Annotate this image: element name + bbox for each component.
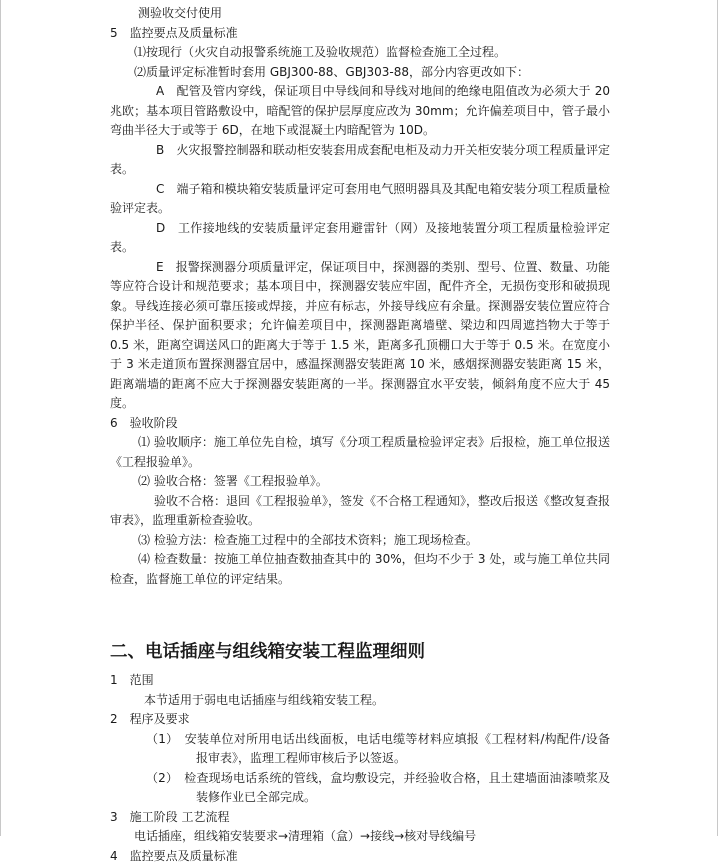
ch2-process-flow: 电话插座，组线箱安装要求→清理箱（盒）→接线→核对导线编号 — [110, 827, 610, 847]
section-6-items — [110, 433, 610, 589]
ch2-monitor-heading: 4 监控要点及质量标准 — [110, 847, 610, 866]
acceptance-item: ⑴ 验收顺序：施工单位先自检，填写《分项工程质量检验评定表》后报检，施工单位报送《工程报验单》。 — [110, 433, 610, 472]
section-6-heading: 6 验收阶段 — [110, 414, 610, 434]
acceptance-item: ⑶ 检验方法：检查施工过程中的全部技术资料；施工现场检查。 — [110, 531, 610, 551]
ch2-procedure-heading: 2 程序及要求 — [110, 710, 610, 730]
top-lines — [110, 4, 610, 82]
page-border-left — [0, 0, 1, 836]
text-line: 5 监控要点及质量标准 — [110, 24, 610, 44]
quality-paragraph: E 报警探测器分项质量评定，保证项目中，探测器的类别、型号、位置、数量、功能等应符合设计和规范要求；基本项目中，探测器安装应牢固，配件齐全，无损伤变形和破损现象。导线连接必须可靠压接或焊接，并应有标志，外接导线应有余量。探测器安装位置应符合保护半径、保护面积要求；允许偏差项目中，探测器距离墙壁、梁边和四周遮挡物大于等于 0.5 米，距离空调送风口的距离大于等于 1.5 米，距离多孔顶棚口大于等于 0.5 米。在宽度小于 3 米走道顶布置探测器宜居中，感温探测器安装距离 10 米，感烟探测器安装距离 15 米，距离端墙的距离不应大于探测器安装距离的一半。探测器宜水平安装，倾斜角度不应大于 45 度。 — [110, 258, 610, 414]
ch2-scope-heading: 1 范围 — [110, 671, 610, 691]
quality-paragraph: D 工作接地线的安装质量评定套用避雷针（网）及接地装置分项工程质量检验评定表。 — [110, 219, 610, 258]
acceptance-item: ⑷ 检查数量：按施工单位抽查数抽查其中的 30%，但均不少于 3 处，或与施工单位共同检查，监督施工单位的评定结果。 — [110, 550, 610, 589]
document-page — [110, 4, 610, 866]
acceptance-item: 验收不合格：退回《工程报验单》，签发《不合格工程通知》，整改后报送《整改复查报审表》，监理重新检查验收。 — [110, 492, 610, 531]
ch2-procedure-items — [110, 730, 610, 808]
quality-standard-paragraphs — [110, 82, 610, 414]
text-line: 测验收交付使用 — [110, 4, 610, 24]
text-line: ⑴按现行（火灾自动报警系统施工及验收规范）监督检查施工全过程。 — [110, 43, 610, 63]
ch2-scope-text: 本节适用于弱电电话插座与组线箱安装工程。 — [110, 691, 610, 711]
chapter-2-title: 二、电话插座与组线箱安装工程监理细则 — [110, 639, 610, 665]
quality-paragraph: A 配管及管内穿线，保证项目中导线间和导线对地间的绝缘电阻值改为必须大于 20兆欧；基本项目管路敷设中，暗配管的保护层厚度应改为 30mm；允许偏差项目中，管子最小弯曲半径大于或等于 6D，在地下或混凝土内暗配管为 10D。 — [110, 82, 610, 141]
acceptance-item: ⑵ 验收合格：签署《工程报验单》。 — [110, 472, 610, 492]
ch2-construction-heading: 3 施工阶段 工艺流程 — [110, 808, 610, 828]
procedure-item: （1） 安装单位对所用电话出线面板，电话电缆等材料应填报《工程材料/构配件/设备报审表》，监理工程师审核后予以签返。 — [110, 730, 610, 769]
quality-paragraph: B 火灾报警控制器和联动柜安装套用成套配电柜及动力开关柜安装分项工程质量评定表。 — [110, 141, 610, 180]
text-line: ⑵质量评定标准暂时套用 GBJ300-88、GBJ303-88，部分内容更改如下： — [110, 63, 610, 83]
quality-paragraph: C 端子箱和模块箱安装质量评定可套用电气照明器具及其配电箱安装分项工程质量检验评定表。 — [110, 180, 610, 219]
procedure-item: （2） 检查现场电话系统的管线，盒均敷设完，并经验收合格，且土建墙面油漆喷浆及装修作业已全部完成。 — [110, 769, 610, 808]
